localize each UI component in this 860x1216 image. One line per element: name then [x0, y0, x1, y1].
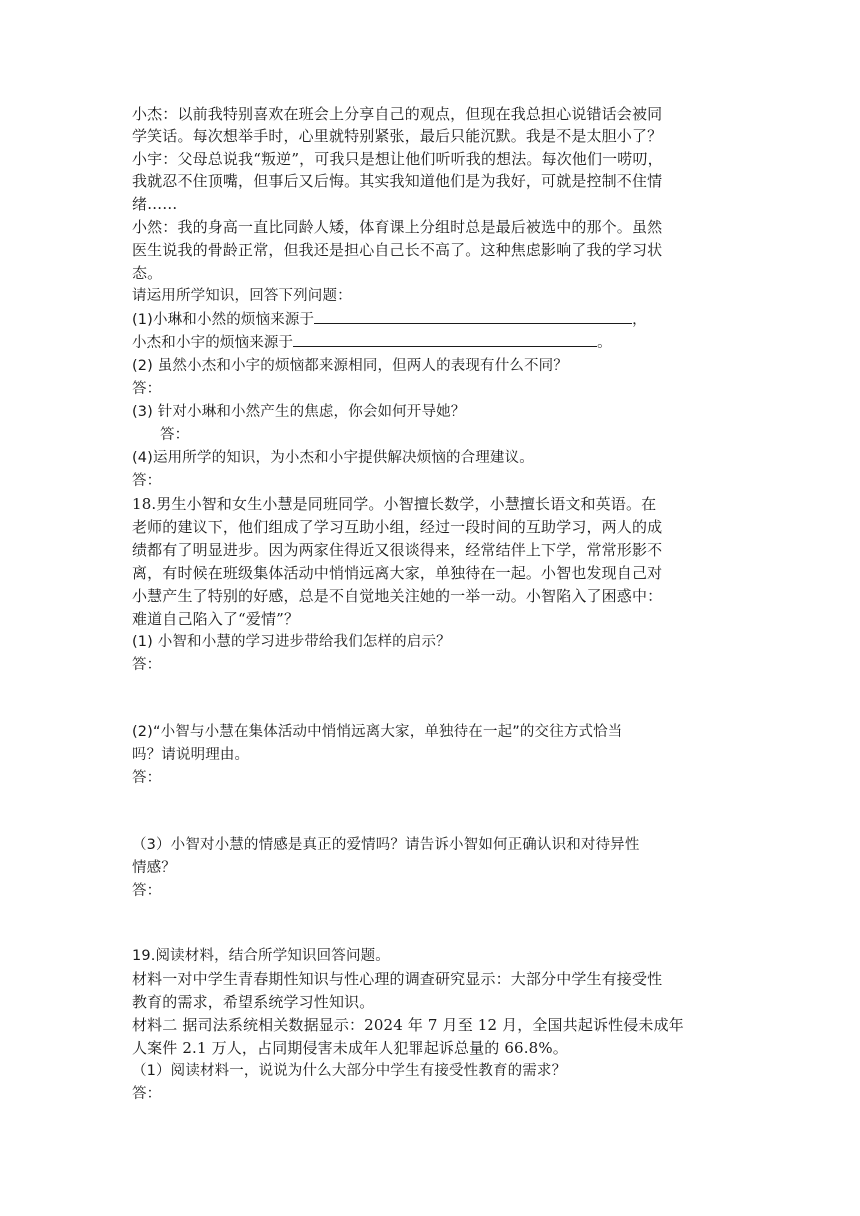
- q18-q1-answer: 答：: [132, 657, 162, 673]
- q18-material-line-5: 小慧产生了特别的好感，总是不自觉地关注她的一举一动。小智陷入了困惑中：: [132, 587, 663, 605]
- q19-material2-line-2: 人案件 2.1 万人，占同期侵害未成年人犯罪起诉总量的 66.8%。: [132, 1039, 568, 1057]
- q17-q1-blank-b[interactable]: [293, 332, 597, 347]
- scenario-xiaojie-line-1: 小杰：以前我特别喜欢在班会上分享自己的观点，但现在我总担心说错话会被同: [132, 105, 663, 123]
- scenario-xiaoran-line-1: 小然：我的身高一直比同龄人矮，体育课上分组时总是最后被选中的那个。虽然: [132, 218, 663, 236]
- scenario-xiaoran-line-3: 态。: [132, 264, 163, 282]
- q19-intro: 19.阅读材料，结合所学知识回答问题。: [132, 948, 390, 964]
- q17-q2-answer: 答：: [132, 381, 162, 397]
- scenario-xiaojie-line-2: 学笑话。每次想举手时，心里就特别紧张，最后只能沉默。我是不是太胆小了？: [132, 127, 663, 145]
- q18-q2-line-2: 吗？请说明理由。: [132, 747, 250, 763]
- q17-q1-text-b: 小杰和小宇的烦恼来源于: [132, 335, 294, 351]
- scenario-xiaoran-line-2: 医生说我的骨龄正常，但我还是担心自己长不高了。这种焦虑影响了我的学习状: [132, 241, 663, 259]
- q18-q2-line-1: (2)“小智与小慧在集体活动中悄悄远离大家，单独待在一起”的交往方式恰当: [132, 724, 623, 740]
- q18-material-line-3: 绩都有了明显进步。因为两家住得近又很谈得来，经常结伴上下学，常常形影不: [132, 541, 663, 559]
- q19-material1-line-1: 材料一对中学生青春期性知识与性心理的调查研究显示：大部分中学生有接受性: [132, 970, 663, 988]
- q17-q1-end-b: 。: [597, 335, 612, 351]
- q17-q3-answer: 答：: [160, 427, 190, 443]
- q19-material2-line-1: 材料二 据司法系统相关数据显示：2024 年 7 月至 12 月，全国共起诉性侵未成年: [132, 1016, 684, 1034]
- q18-q2-answer: 答：: [132, 770, 162, 786]
- q17-q2: (2) 虽然小杰和小宇的烦恼都来源相同，但两人的表现有什么不同？: [132, 358, 568, 374]
- q18-material-line-2: 老师的建议下，他们组成了学习互助小组，经过一段时间的互助学习，两人的成: [132, 518, 663, 536]
- q17-q3: (3) 针对小琳和小然产生的焦虑，你会如何开导她？: [132, 404, 466, 420]
- scenario-xiaoyu-line-2: 我就忍不住顶嘴，但事后又后悔。其实我知道他们是为我好，可就是控制不住情: [132, 172, 663, 190]
- q19-q1: （1）阅读材料一，说说为什么大部分中学生有接受性教育的需求？: [132, 1063, 567, 1079]
- q18-q3-line-2: 情感？: [132, 860, 176, 876]
- q18-q3-line-1: （3）小智对小慧的情感是真正的爱情吗？请告诉小智如何正确认识和对待异性: [132, 837, 640, 853]
- q17-q1-line-2: [132, 332, 732, 354]
- scenario-xiaoyu-line-1: 小宇：父母总说我“叛逆”，可我只是想让他们听听我的想法。每次他们一唠叨，: [132, 150, 663, 168]
- scenario-xiaoyu-line-3: 绪……: [132, 195, 178, 213]
- q17-q1-text-a: (1)小琳和小然的烦恼来源于: [132, 312, 315, 328]
- q17-q4-answer: 答：: [132, 473, 162, 489]
- q17-intro: 请运用所学知识，回答下列问题：: [132, 288, 352, 304]
- q18-q3-answer: 答：: [132, 883, 162, 899]
- q18-material-line-6: 难道自己陷入了“爱情”？: [132, 610, 300, 628]
- q19-material1-line-2: 教育的需求，希望系统学习性知识。: [132, 993, 375, 1011]
- q17-q1-end-a: ，: [632, 312, 647, 328]
- q17-q1-line-1: [132, 309, 732, 331]
- q18-q1: (1) 小智和小慧的学习进步带给我们怎样的启示？: [132, 634, 451, 650]
- q18-material-line-1: 18.男生小智和女生小慧是同班同学。小智擅长数学，小慧擅长语文和英语。在: [132, 495, 657, 513]
- q17-q1-blank-a[interactable]: [314, 309, 632, 324]
- q18-material-line-4: 离，有时候在班级集体活动中悄悄远离大家，单独待在一起。小智也发现自己对: [132, 564, 663, 582]
- q17-q4: (4)运用所学的知识，为小杰和小宇提供解决烦恼的合理建议。: [132, 450, 534, 466]
- q19-q1-answer: 答：: [132, 1086, 162, 1102]
